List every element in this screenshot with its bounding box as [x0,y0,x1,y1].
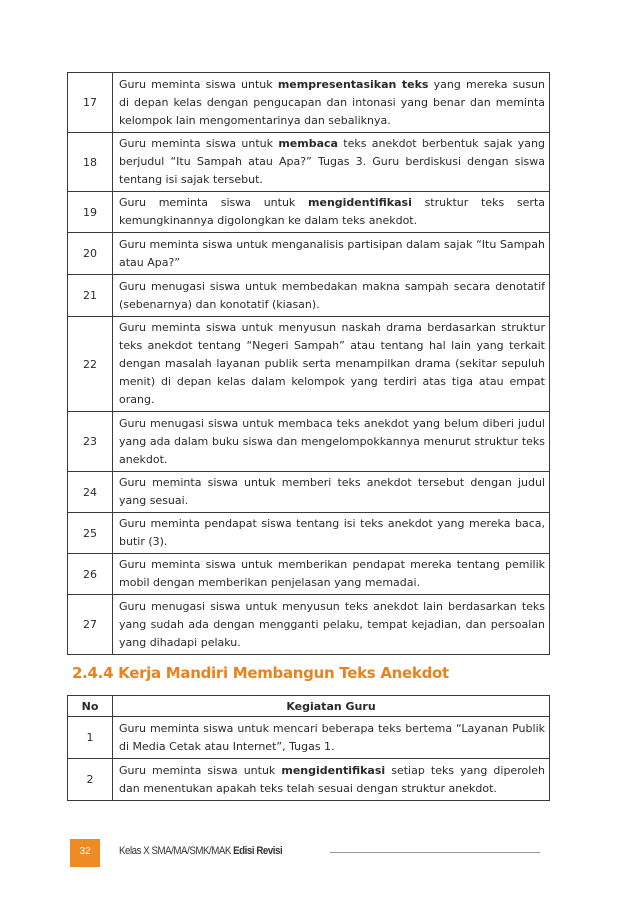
row-number: 27 [68,595,113,655]
table-row [68,595,550,655]
activity-table-continued [67,72,550,655]
row-description: Guru meminta siswa untuk mencari beberapa teks bertema “Layanan Publik di Media Cetak atau Internet”, Tugas 1. [113,717,550,759]
table-row [68,192,550,233]
row-number: 26 [68,554,113,595]
row-number: 18 [68,133,113,192]
footer-book-title: Kelas X SMA/MA/SMK/MAK Edisi Revisi [119,845,283,857]
table-row [68,233,550,275]
row-number: 21 [68,275,113,317]
row-number: 22 [68,317,113,412]
table-row [68,73,550,133]
row-description: Guru menugasi siswa untuk menyusun teks anekdot lain berdasarkan teks yang sudah ada dengan mengganti pelaku, tempat kejadian, dan persoalan yang dihadapi pelaku. [113,595,550,655]
row-description: Guru meminta siswa untuk menyusun naskah drama berdasarkan struktur teks anekdot tentang “Negeri Sampah” atau tentang hal lain yang terkait dengan masalah layanan publik serta menampilkan drama (sekitar sepuluh menit) di depan kelas dalam kelompok yang terdiri atas tiga atau empat orang. [113,317,550,412]
table-row [68,275,550,317]
row-number: 23 [68,412,113,472]
table-row [68,472,550,513]
row-number: 1 [68,717,113,759]
row-description: Guru meminta siswa untuk menganalisis partisipan dalam sajak “Itu Sampah atau Apa?” [113,233,550,275]
row-description: Guru meminta pendapat siswa tentang isi teks anekdot yang mereka baca, butir (3). [113,513,550,554]
table-row [68,759,550,801]
table-row [68,317,550,412]
column-header-activity: Kegiatan Guru [113,696,550,717]
footer-edition: Edisi Revisi [233,845,283,857]
footer-rule [330,852,540,853]
table-row [68,513,550,554]
table-row [68,412,550,472]
row-description: Guru meminta siswa untuk mengidentifikasi setiap teks yang diperoleh dan menentukan apakah teks telah sesuai dengan struktur anekdot. [113,759,550,801]
row-description: Guru meminta siswa untuk memberikan pendapat mereka tentang pemilik mobil dengan memberikan penjelasan yang memadai. [113,554,550,595]
column-header-no: No [68,696,113,717]
row-description: Guru meminta siswa untuk membaca teks anekdot berbentuk sajak yang berjudul “Itu Sampah atau Apa?” Tugas 3. Guru berdiskusi dengan siswa tentang isi sajak tersebut. [113,133,550,192]
row-number: 25 [68,513,113,554]
table-row [68,717,550,759]
independent-work-table [67,695,550,801]
row-number: 19 [68,192,113,233]
page-number: 32 [79,846,91,857]
row-description: Guru menugasi siswa untuk membaca teks anekdot yang belum diberi judul yang ada dalam buku siswa dan mengelompokkannya menurut struktur teks anekdot. [113,412,550,472]
row-number: 24 [68,472,113,513]
row-number: 17 [68,73,113,133]
table-row [68,554,550,595]
table-header-row [68,696,550,717]
row-description: Guru meminta siswa untuk memberi teks anekdot tersebut dengan judul yang sesuai. [113,472,550,513]
row-number: 2 [68,759,113,801]
row-description: Guru menugasi siswa untuk membedakan makna sampah secara denotatif (sebenarnya) dan konotatif (kiasan). [113,275,550,317]
table-row [68,133,550,192]
row-description: Guru meminta siswa untuk mempresentasikan teks yang mereka susun di depan kelas dengan pengucapan dan intonasi yang benar dan meminta kelompok lain mengomentarinya dan sebaliknya. [113,73,550,133]
row-number: 20 [68,233,113,275]
row-description: Guru meminta siswa untuk mengidentifikasi struktur teks serta kemungkinannya digolongkan ke dalam teks anekdot. [113,192,550,233]
section-heading: 2.4.4 Kerja Mandiri Membangun Teks Anekdot [72,664,449,682]
